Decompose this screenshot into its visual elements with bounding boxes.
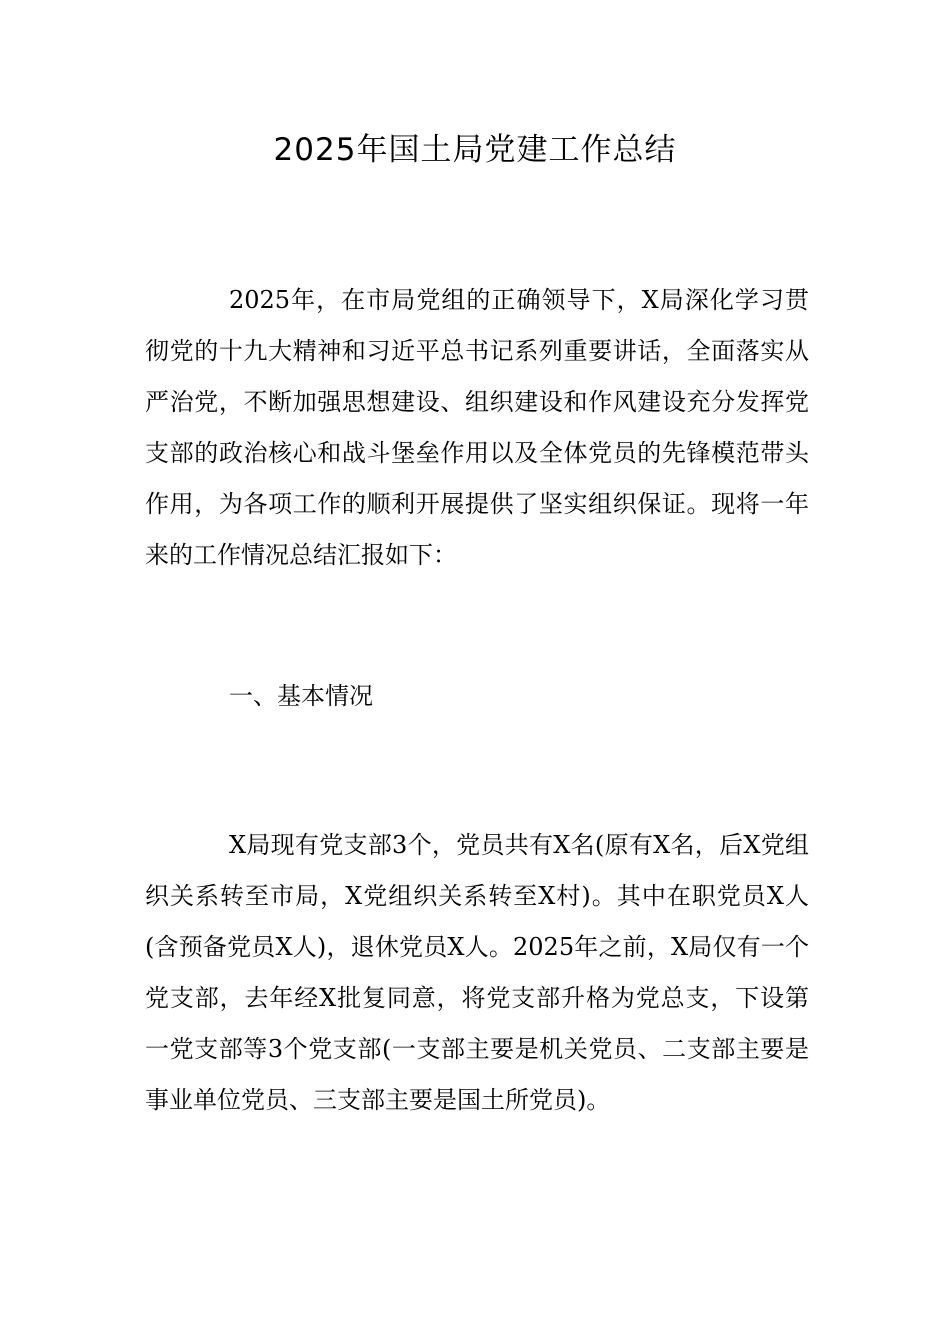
intro-paragraph: 2025年，在市局党组的正确领导下，X局深化学习贯彻党的十九大精神和习近平总书记系列重要讲话，全面落实从严治党，不断加强思想建设、组织建设和作风建设充分发挥党支部的政治核心和战斗堡垒作用以及全体党员的先锋模范带头作用，为各项工作的顺利开展提供了坚实组织保证。现将一年来的工作情况总结汇报如下： <box>145 286 809 569</box>
basic-situation-paragraph: X局现有党支部3个，党员共有X名(原有X名，后X党组织关系转至市局，X党组织关系转至X村)。其中在职党员X人(含预备党员X人)，退休党员X人。2025年之前，X局仅有一个党支部，去年经X批复同意，将党支部升格为党总支，下设第一党支部等3个党支部(一支部主要是机关党员、二支部主要是事业单位党员、三支部主要是国土所党员)。 <box>145 831 809 1114</box>
document-title: 2025年国土局党建工作总结 <box>273 132 677 168</box>
section-heading-basic-situation: 一、基本情况 <box>229 682 373 710</box>
